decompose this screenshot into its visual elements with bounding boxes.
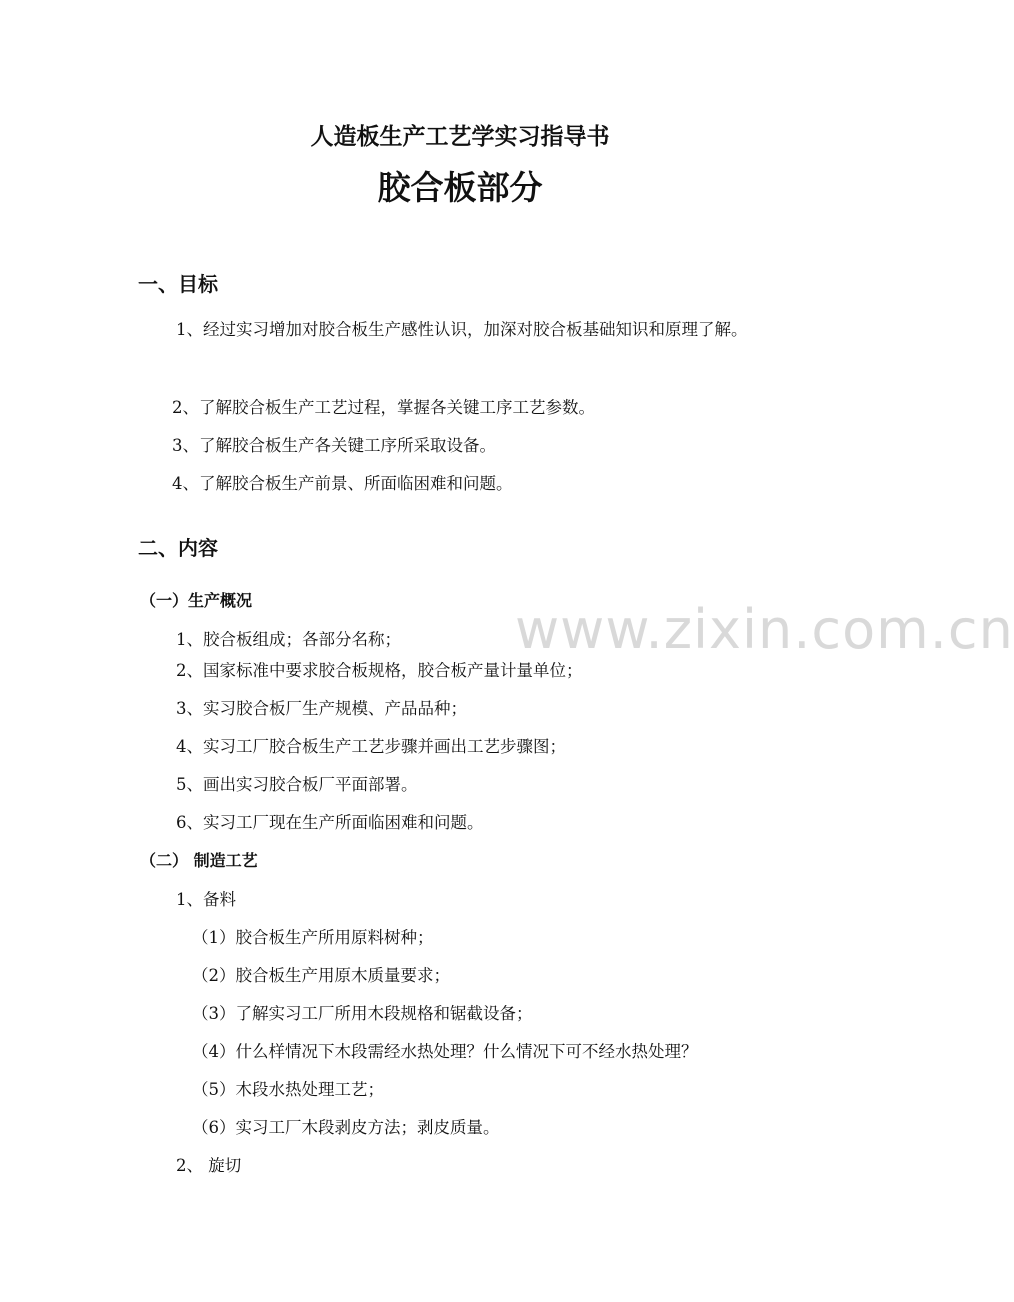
document-title: 人造板生产工艺学实习指导书 bbox=[310, 124, 610, 150]
overview-item: 4、实习工厂胶合板生产工艺步骤并画出工艺步骤图； bbox=[176, 737, 566, 756]
overview-item: 5、画出实习胶合板厂平面部署。 bbox=[176, 775, 418, 794]
subsection-heading-overview: （一）生产概况 bbox=[140, 591, 253, 610]
process-subitem: （1）胶合板生产所用原料树种； bbox=[192, 928, 434, 947]
process-subitem: （6）实习工厂木段剥皮方法；剥皮质量。 bbox=[192, 1118, 500, 1137]
process-subitem: （2）胶合板生产用原木质量要求； bbox=[192, 966, 450, 985]
watermark: www.zixin.com.cn bbox=[515, 598, 1014, 661]
goal-item: 1、经过实习增加对胶合板生产感性认识，加深对胶合板基础知识和原理了解。 bbox=[176, 320, 748, 339]
process-subitem: （5）木段水热处理工艺； bbox=[192, 1080, 384, 1099]
overview-item: 3、实习胶合板厂生产规模、产品品种； bbox=[176, 699, 467, 718]
overview-item: 2、国家标准中要求胶合板规格，胶合板产量计量单位； bbox=[176, 661, 583, 680]
overview-item: 1、胶合板组成；各部分名称； bbox=[176, 630, 401, 649]
section-heading-content: 二、内容 bbox=[138, 536, 218, 560]
process-item: 1、备料 bbox=[176, 890, 236, 909]
process-item: 2、 旋切 bbox=[176, 1156, 242, 1175]
process-subitem: （3）了解实习工厂所用木段规格和锯截设备； bbox=[192, 1004, 533, 1023]
process-subitem: （4）什么样情况下木段需经水热处理？什么情况下可不经水热处理？ bbox=[192, 1042, 698, 1061]
goal-item: 4、了解胶合板生产前景、所面临困难和问题。 bbox=[172, 474, 513, 493]
document-subtitle: 胶合板部分 bbox=[377, 168, 543, 207]
section-heading-goals: 一、目标 bbox=[138, 272, 218, 296]
overview-item: 6、实习工厂现在生产所面临困难和问题。 bbox=[176, 813, 484, 832]
subsection-heading-process: （二） 制造工艺 bbox=[140, 851, 258, 870]
goal-item: 3、了解胶合板生产各关键工序所采取设备。 bbox=[172, 436, 496, 455]
goal-item: 2、了解胶合板生产工艺过程，掌握各关键工序工艺参数。 bbox=[172, 398, 595, 417]
